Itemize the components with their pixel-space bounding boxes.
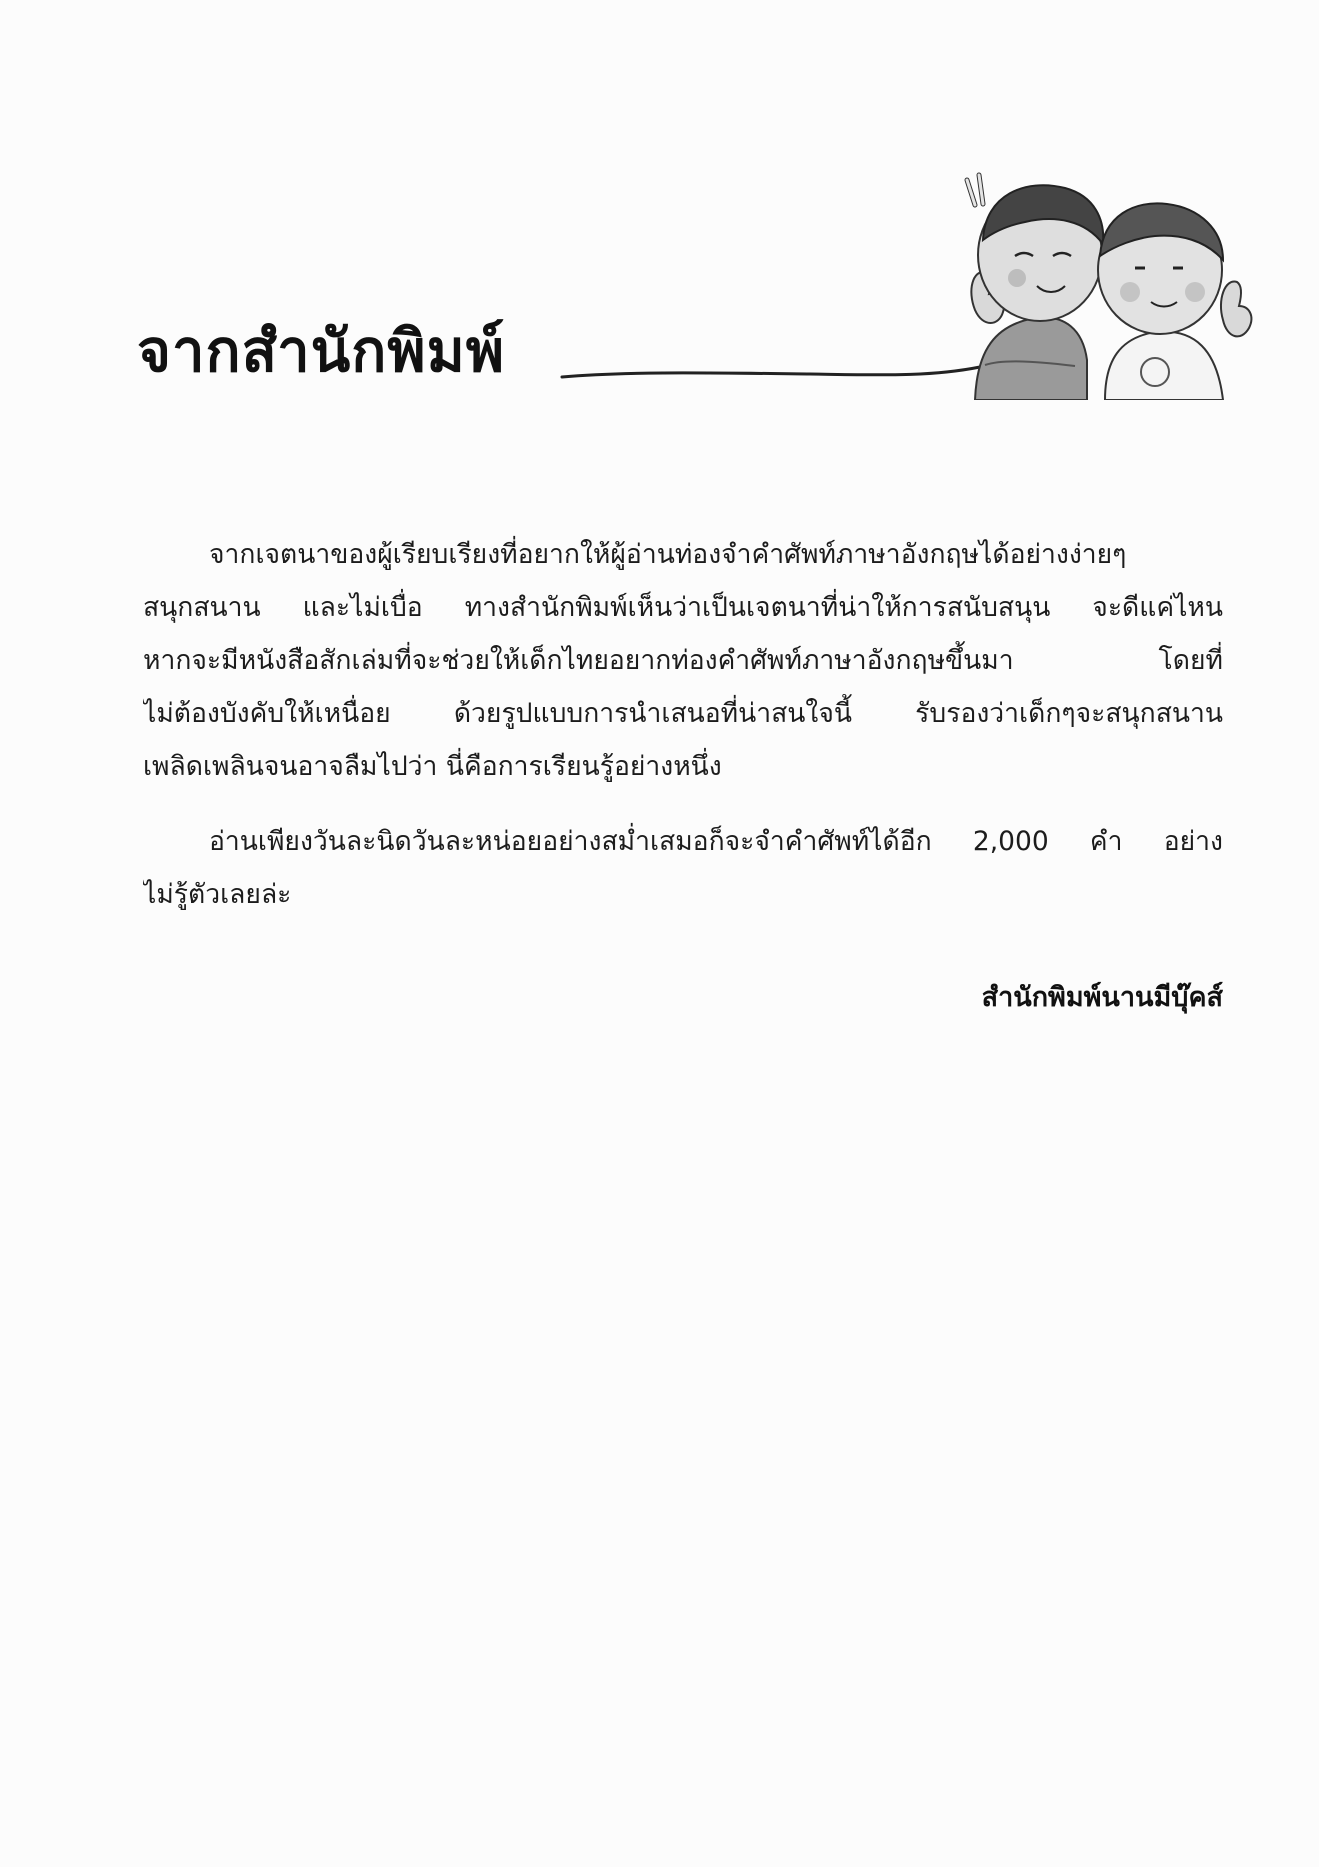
paragraph-line: สนุกสนาน และไม่เบื่อ ทางสำนักพิมพ์เห็นว่าเป็นเจตนาที่น่าให้การสนับสนุน จะดีแค่ไหน [143, 592, 1223, 623]
paragraph-line: ไม่ต้องบังคับให้เหนื่อย ด้วยรูปแบบการนำเสนอที่น่าสนใจนี้ รับรองว่าเด็กๆจะสนุกสนาน [143, 698, 1223, 729]
closing-paragraph [143, 815, 1223, 921]
paragraph-line: จากเจตนาของผู้เรียบเรียงที่อยากให้ผู้อ่านท่องจำคำศัพท์ภาษาอังกฤษได้อย่างง่ายๆ [209, 539, 1127, 570]
page-title: จากสำนักพิมพ์ [137, 317, 506, 385]
title-underline-swash [560, 355, 1000, 395]
paragraph-line: เพลิดเพลินจนอาจลืมไปว่า นี่คือการเรียนรู้อย่างหนึ่ง [143, 751, 722, 782]
two-boys-illustration [955, 160, 1255, 400]
publisher-signature: สำนักพิมพ์นานมีบุ๊คส์ [981, 982, 1223, 1013]
paragraph-line: หากจะมีหนังสือสักเล่มที่จะช่วยให้เด็กไทยอยากท่องคำศัพท์ภาษาอังกฤษขึ้นมา โดยที่ [143, 645, 1223, 676]
intro-paragraph [143, 528, 1223, 793]
paragraph-line: ไม่รู้ตัวเลยล่ะ [143, 879, 292, 910]
paragraph-line: อ่านเพียงวันละนิดวันละหน่อยอย่างสม่ำเสมอก็จะจำคำศัพท์ได้อีก 2,000 คำ อย่าง [209, 826, 1223, 857]
